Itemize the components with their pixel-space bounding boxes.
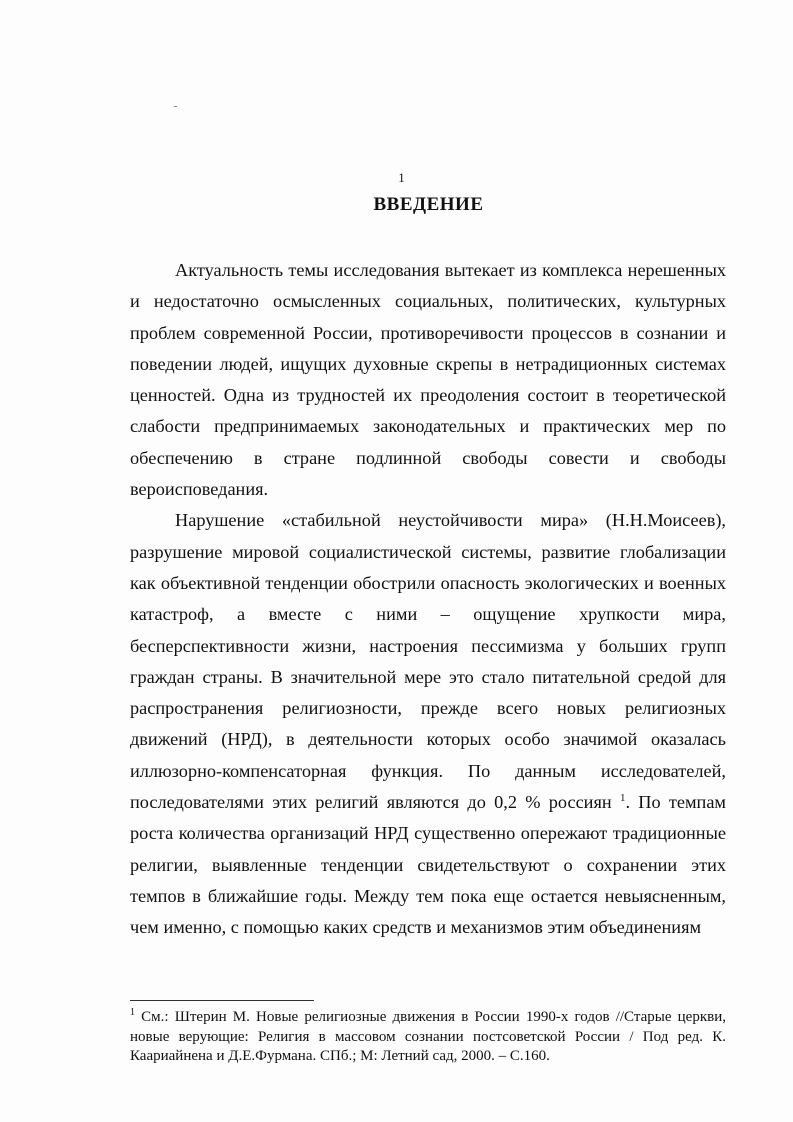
footnote-reference[interactable]: 1 bbox=[619, 791, 626, 804]
footnote bbox=[130, 1008, 726, 1067]
scan-speck bbox=[174, 106, 177, 107]
paragraph-text: Нарушение «стабильной неустойчивости мира» (Н.Н.Моисеев), разрушение мировой социалистической системы, развитие глобализации как объективной тенденции обострили опасность экологических и военных катастроф, а вместе с ними – ощущение хрупкости мира, бесперспективности жизни, настроения пессимизма у больших групп граждан страны. В значительной мере это стало питательной средой для распространения религиозности, прежде всего новых религиозных движений (НРД), в деятельности которых особо значимой оказалась иллюзорно-компенсаторная функция. По данным исследователей, последователями этих религий являются до 0,2 % россиян bbox=[130, 510, 726, 813]
body-text bbox=[130, 255, 726, 944]
paragraph-instability bbox=[130, 505, 726, 943]
paragraph-relevance: Актуальность темы исследования вытекает из комплекса нерешенных и недостаточно осмысленных социальных, политических, культурных проблем современной России, противоречивости процессов в сознании и поведении людей, ищущих духовные скрепы в нетрадиционных системах ценностей. Одна из трудностей их преодоления состоит в теоретической слабости предпринимаемых законодательных и практических мер по обеспечению в стране подлинной свободы совести и свободы вероисповедания. bbox=[130, 260, 726, 500]
footnote-text: См.: Штерин М. Новые религиозные движения в России 1990-х годов //Старые церкви, новые верующие: Религия в массовом сознании постсоветской России / Под ред. К. Каариайнена и Д.Е.Фурмана. СПб.; М: Летний сад, 2000. – С.160. bbox=[130, 1009, 726, 1064]
footnote-separator bbox=[130, 1000, 314, 1001]
footnote-mark: 1 bbox=[130, 1007, 135, 1018]
page-number: 1 bbox=[398, 170, 405, 185]
page-title: ВВЕДЕНИЕ bbox=[373, 194, 484, 215]
paragraph-text: . По темпам роста количества организаций НРД существенно опережают традиционные религии, выявленные тенденции свидетельствуют о сохранении этих темпов в ближайшие годы. Между тем пока еще остается невыясненным, чем именно, с помощью каких средств и механизмов этим объединениям bbox=[130, 792, 726, 938]
